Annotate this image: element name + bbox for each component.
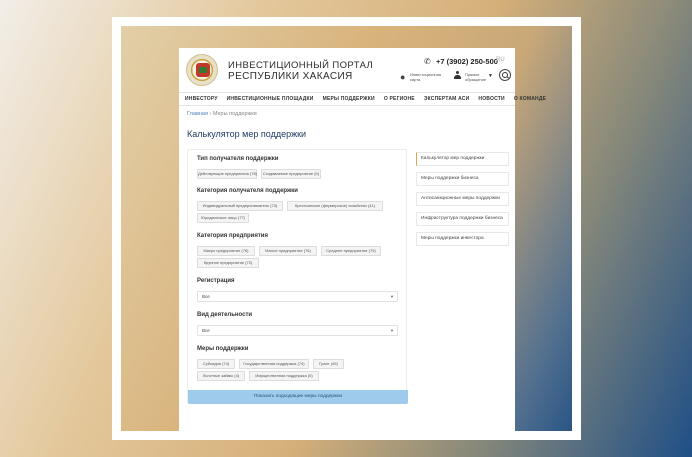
site-header bbox=[179, 48, 515, 92]
chip-soft-loans[interactable]: Льготные займы (4) bbox=[197, 371, 245, 381]
registration-title: Регистрация bbox=[197, 278, 235, 284]
user-icon[interactable] bbox=[454, 71, 461, 79]
chip-grant[interactable]: Грант (49) bbox=[313, 359, 344, 369]
photo-frame bbox=[112, 17, 581, 440]
breadcrumb bbox=[187, 111, 257, 117]
chip-small[interactable]: Малое предприятие (76) bbox=[259, 246, 317, 256]
side-menu-anti-sanctions[interactable]: Антисанкционные меры поддержки bbox=[416, 192, 509, 206]
breadcrumb-home[interactable]: Главная bbox=[187, 111, 208, 117]
side-menu-infrastructure[interactable]: Инфраструктура поддержки бизнеса bbox=[416, 212, 509, 226]
side-menu-calculator[interactable]: Калькулятор мер поддержки bbox=[416, 152, 509, 166]
portal-title-line2: РЕСПУБЛИКИ ХАКАСИЯ bbox=[228, 71, 353, 82]
page-title: Калькулятор мер поддержки bbox=[187, 129, 307, 139]
language-switch[interactable]: RU bbox=[496, 57, 505, 63]
breadcrumb-current: Меры поддержки bbox=[212, 111, 257, 117]
chip-individual-entrepreneur[interactable]: Индивидуальный предприниматель (73) bbox=[197, 201, 283, 211]
chip-farm[interactable]: Крестьянское (фермерское) хозяйство (41) bbox=[287, 201, 383, 211]
chip-existing-enterprises[interactable]: Действующие предприятия (78) bbox=[197, 169, 257, 179]
nav-item-experts[interactable]: ЭКСПЕРТАМ АСИ bbox=[423, 96, 470, 102]
show-measures-button[interactable]: Показать подходящие меры поддержки bbox=[188, 390, 408, 404]
side-menu-business-support[interactable]: Меры поддержки бизнеса bbox=[416, 172, 509, 186]
chip-legal-entity[interactable]: Юридическое лицо (77) bbox=[197, 213, 249, 223]
nav-item-team[interactable]: О КОМАНДЕ bbox=[513, 96, 547, 102]
chip-subsidy[interactable]: Субсидия (74) bbox=[197, 359, 235, 369]
side-menu-investor-support[interactable]: Меры поддержки инвестора bbox=[416, 232, 509, 246]
map-pin-icon[interactable]: ● bbox=[400, 72, 406, 82]
recipient-category-title: Категория получателя поддержки bbox=[197, 188, 298, 194]
portal-title-line1: ИНВЕСТИЦИОННЫЙ ПОРТАЛ bbox=[228, 60, 374, 71]
chevron-down-icon[interactable]: ▼ bbox=[488, 73, 493, 79]
support-calculator-form bbox=[187, 149, 407, 404]
search-icon[interactable] bbox=[499, 69, 511, 81]
frame-mat bbox=[121, 26, 572, 431]
chip-state-support[interactable]: Государственная поддержка (74) bbox=[239, 359, 309, 369]
phone-icon: ✆ bbox=[424, 57, 431, 66]
phone-number[interactable]: +7 (3902) 250-500 bbox=[436, 57, 498, 66]
coat-of-arms-logo[interactable] bbox=[186, 54, 218, 86]
chip-medium[interactable]: Среднее предприятие (75) bbox=[321, 246, 381, 256]
nav-item-news[interactable]: НОВОСТИ bbox=[478, 96, 505, 102]
support-measures-title: Меры поддержки bbox=[197, 346, 249, 352]
website bbox=[179, 48, 547, 431]
activity-title: Вид деятельности bbox=[197, 312, 253, 318]
activity-value: Все bbox=[202, 328, 210, 333]
logo-emblem bbox=[196, 63, 210, 77]
enterprise-category-title: Категория предприятия bbox=[197, 233, 268, 239]
chip-new-enterprise[interactable]: Создаваемое предприятие (0) bbox=[261, 169, 321, 179]
chip-property-support[interactable]: Имущественная поддержка (5) bbox=[249, 371, 319, 381]
nav-item-sites[interactable]: ИНВЕСТИЦИОННЫЕ ПЛОЩАДКИ bbox=[226, 96, 314, 102]
nav-item-investor[interactable]: ИНВЕСТОРУ bbox=[185, 96, 218, 102]
direct-appeal-link[interactable]: Прямое обращение bbox=[465, 72, 487, 82]
recipient-type-title: Тип получателя поддержки bbox=[197, 156, 279, 162]
registration-value: Все bbox=[202, 294, 210, 299]
registration-select[interactable] bbox=[197, 291, 398, 302]
chip-micro[interactable]: Микро предприятие (76) bbox=[197, 246, 255, 256]
chevron-down-icon: ▼ bbox=[390, 328, 394, 333]
breadcrumb-separator: › bbox=[209, 111, 212, 117]
nav-item-support[interactable]: МЕРЫ ПОДДЕРЖКИ bbox=[322, 96, 375, 102]
activity-select[interactable] bbox=[197, 325, 398, 336]
investment-map-link[interactable]: Инвестиционная карта bbox=[410, 72, 442, 82]
main-nav bbox=[179, 92, 547, 106]
chip-large[interactable]: Крупное предприятие (72) bbox=[197, 258, 259, 268]
nav-item-region[interactable]: О РЕГИОНЕ bbox=[383, 96, 415, 102]
chevron-down-icon: ▼ bbox=[390, 294, 394, 299]
